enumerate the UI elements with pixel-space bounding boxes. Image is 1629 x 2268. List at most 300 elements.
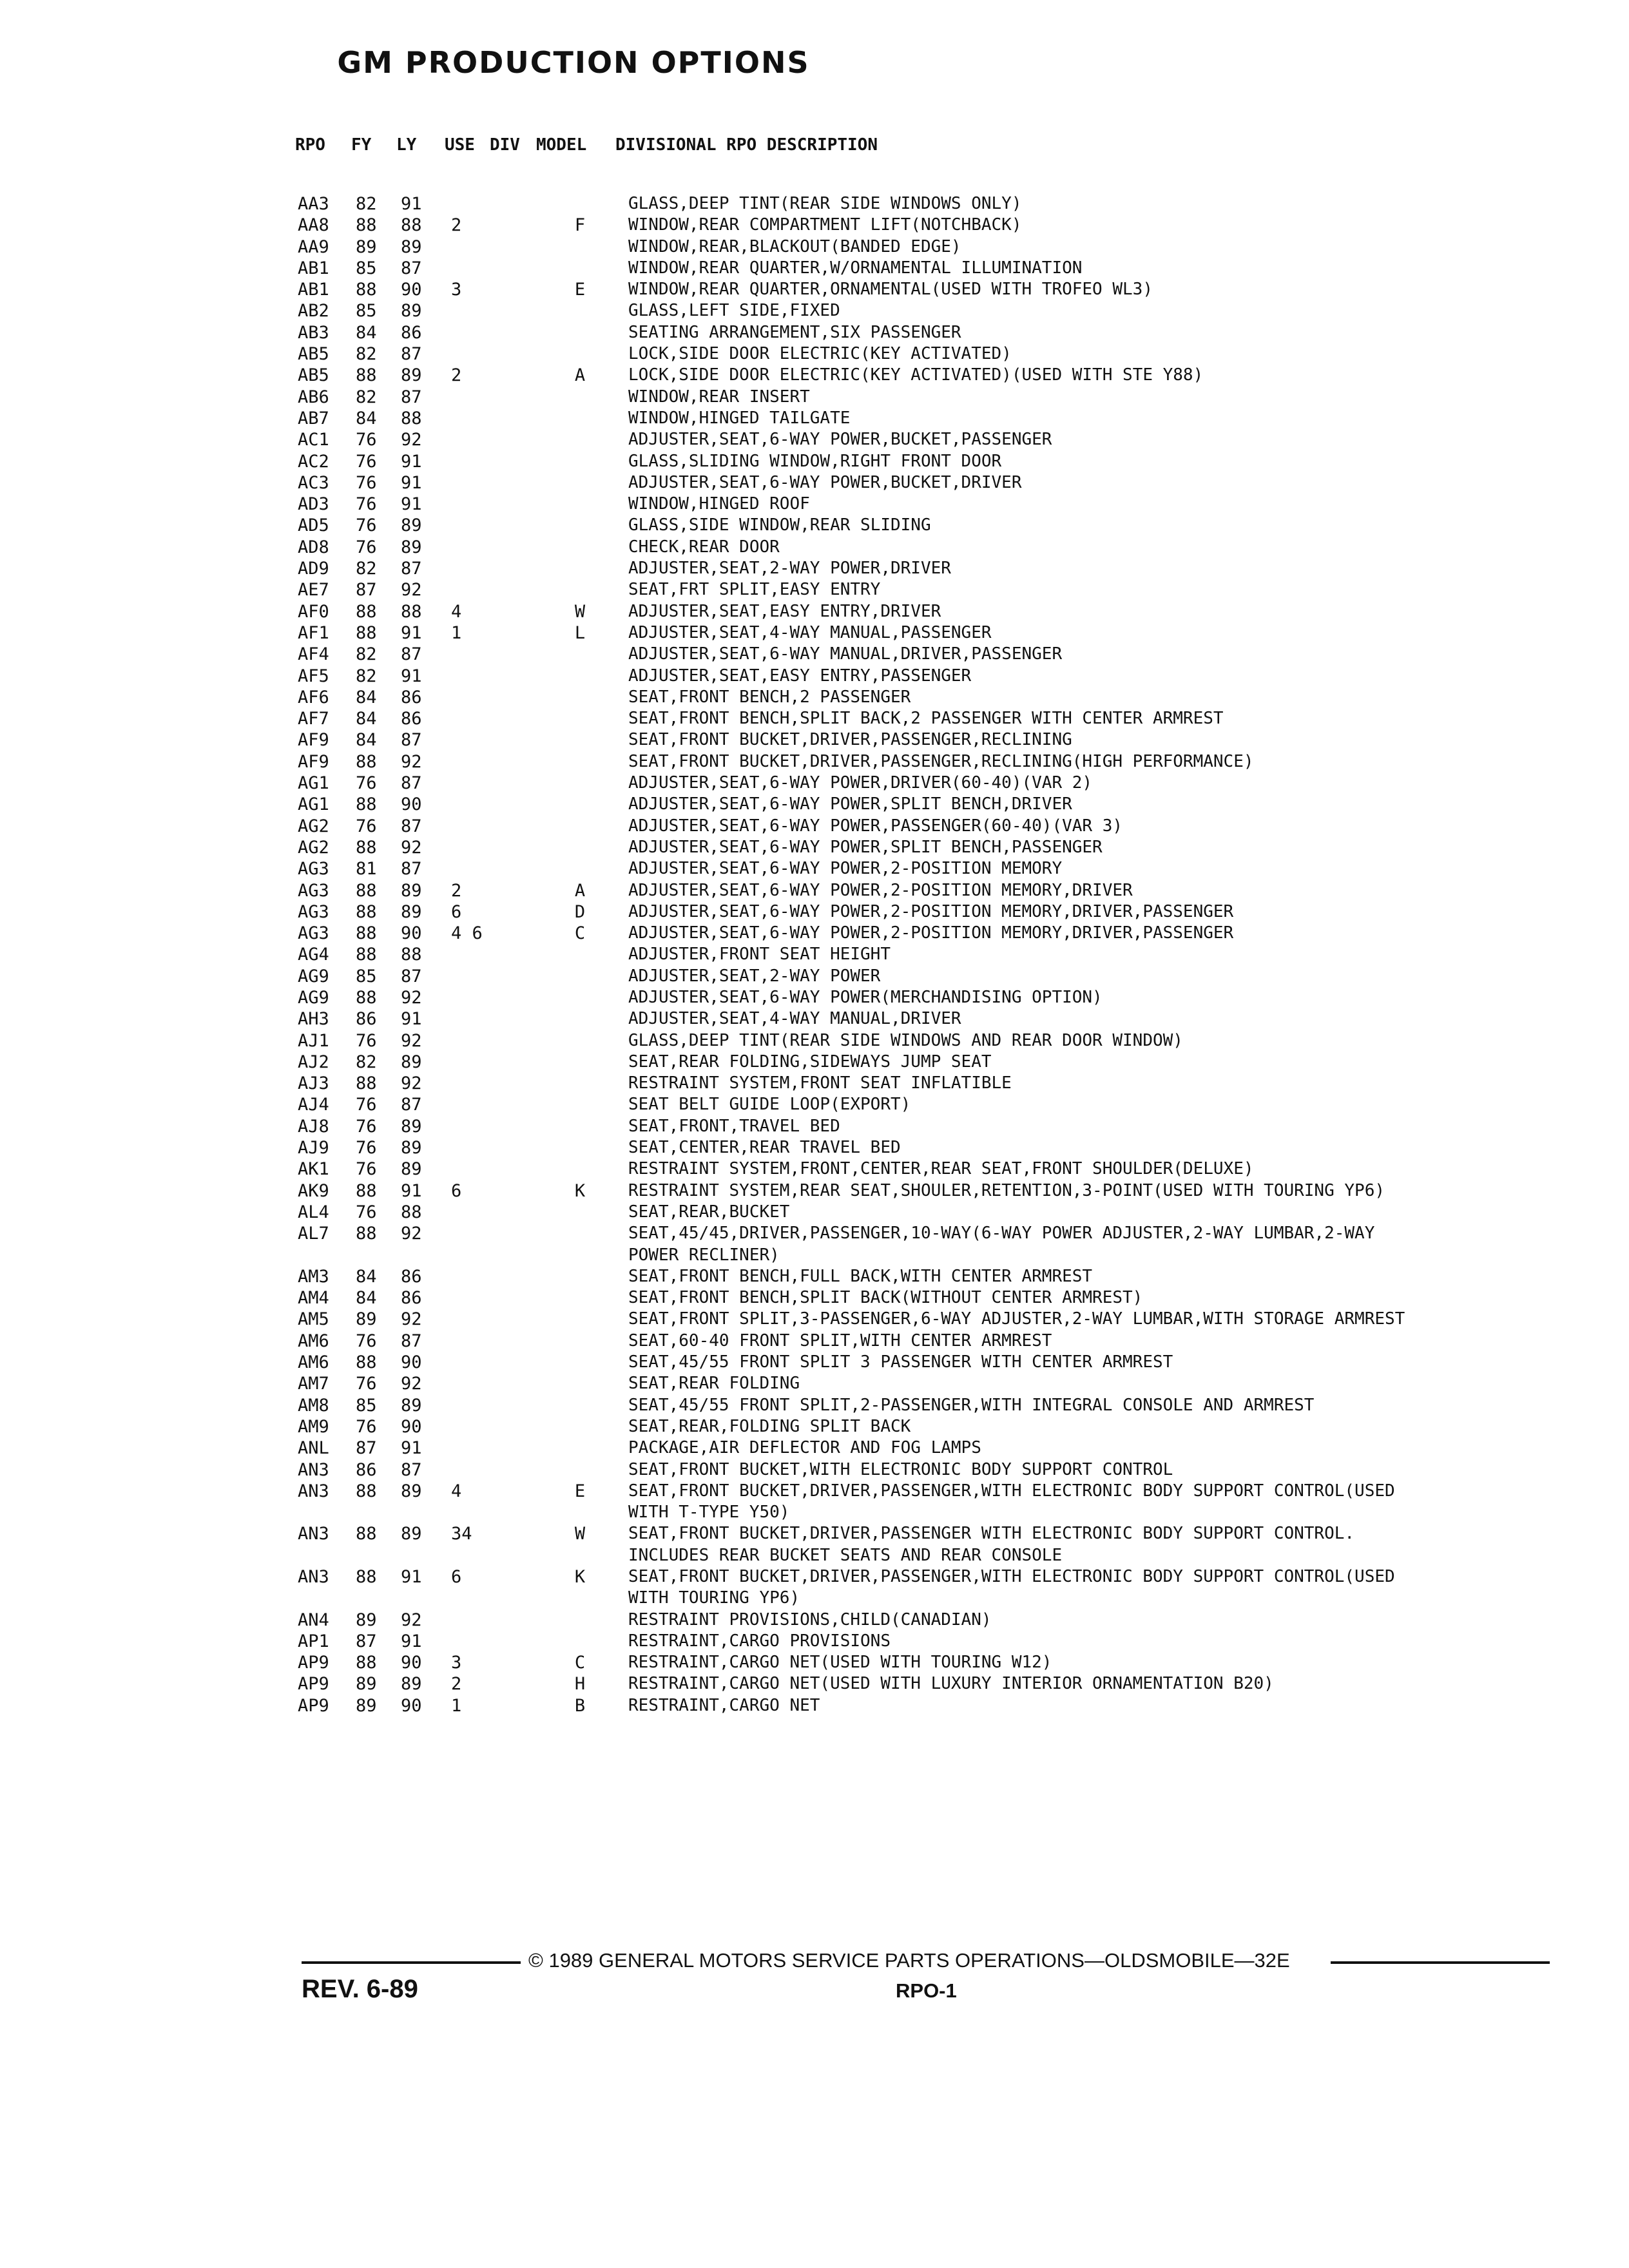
cell-desc: SEAT,FRONT BUCKET,DRIVER,PASSENGER,WITH ELECTRONIC BODY SUPPORT CONTROL(USED [628,1481,1395,1501]
cell-rpo: AP9 [298,1653,329,1673]
cell-fy: 86 [356,1459,377,1480]
cell-rpo: AP9 [298,1674,329,1695]
cell-rpo: AL7 [298,1224,329,1244]
cell-rpo: AF1 [298,622,329,643]
cell-desc: ADJUSTER,SEAT,EASY ENTRY,DRIVER [628,601,941,621]
cell-fy: 84 [356,1266,377,1287]
cell-rpo: ANL [298,1438,329,1459]
cell-ly: 90 [401,1695,422,1716]
cell-desc: GLASS,DEEP TINT(REAR SIDE WINDOWS AND REAR DOOR WINDOW) [628,1030,1183,1050]
cell-rpo: AM8 [298,1395,329,1416]
cell-fy: 84 [356,322,377,343]
cell-ly: 87 [401,258,422,278]
header-rpo: RPO [295,135,325,155]
cell-desc: SEAT,45/45,DRIVER,PASSENGER,10-WAY(6-WAY POWER ADJUSTER,2-WAY LUMBAR,2-WAY [628,1224,1375,1244]
cell-desc: RESTRAINT PROVISIONS,CHILD(CANADIAN) [628,1610,992,1629]
cell-model: E [574,1481,586,1501]
table-row [0,193,1629,215]
cell-fy: 82 [356,387,377,407]
table-row [0,622,1629,644]
cell-rpo: AB7 [298,408,329,428]
table-row [0,751,1629,773]
cell-desc: INCLUDES REAR BUCKET SEATS AND REAR CONSOLE [628,1545,1063,1565]
cell-ly: 89 [401,1159,422,1180]
cell-model: K [574,1180,586,1201]
cell-fy: 76 [356,1202,377,1222]
cell-model: C [574,923,586,944]
cell-fy: 76 [356,1416,377,1437]
cell-desc: PACKAGE,AIR DEFLECTOR AND FOG LAMPS [628,1438,981,1458]
cell-ly: 86 [401,687,422,707]
cell-fy: 88 [356,1224,377,1244]
cell-fy: 82 [356,344,377,365]
table-row [0,1052,1629,1073]
cell-fy: 87 [356,1438,377,1459]
table-row [0,923,1629,944]
cell-desc: SEAT,45/55 FRONT SPLIT,2-PASSENGER,WITH INTEGRAL CONSOLE AND ARMREST [628,1395,1315,1415]
table-row [0,215,1629,236]
cell-rpo: AN3 [298,1567,329,1587]
table-row [0,579,1629,601]
cell-fy: 82 [356,666,377,686]
cell-ly: 91 [401,1438,422,1459]
cell-ly: 89 [401,236,422,257]
cell-ly: 91 [401,1009,422,1030]
cell-rpo: AF6 [298,687,329,707]
table-row [0,322,1629,343]
cell-model: C [574,1653,586,1673]
cell-fy: 88 [356,1180,377,1201]
cell-model: L [574,622,586,643]
cell-desc: RESTRAINT,CARGO PROVISIONS [628,1631,891,1651]
cell-desc: ADJUSTER,SEAT,2-WAY POWER [628,966,881,986]
table-row [0,1137,1629,1158]
cell-desc: SEAT,FRONT BUCKET,WITH ELECTRONIC BODY SUPPORT CONTROL [628,1459,1173,1479]
cell-desc: SEAT,FRONT,TRAVEL BED [628,1116,840,1136]
table-row [0,1566,1629,1588]
header-div: DIV [490,135,520,155]
cell-rpo: AM6 [298,1331,329,1351]
cell-fy: 85 [356,1395,377,1416]
table-row [0,1352,1629,1373]
cell-rpo: AG3 [298,880,329,901]
cell-fy: 76 [356,816,377,836]
cell-fy: 88 [356,837,377,858]
table-row [0,258,1629,279]
cell-rpo: AF4 [298,644,329,665]
cell-fy: 88 [356,880,377,901]
cell-ly: 91 [401,666,422,686]
cell-ly: 87 [401,966,422,986]
table-row [0,1416,1629,1437]
cell-ly: 92 [401,837,422,858]
cell-rpo: AJ2 [298,1052,329,1072]
header-description: DIVISIONAL RPO DESCRIPTION [615,135,878,155]
cell-desc: GLASS,SLIDING WINDOW,RIGHT FRONT DOOR [628,451,1002,471]
cell-ly: 86 [401,322,422,343]
cell-ly: 92 [401,1309,422,1330]
cell-fy: 88 [356,923,377,944]
cell-rpo: AG9 [298,987,329,1008]
table-row [0,343,1629,365]
cell-fy: 89 [356,1674,377,1695]
cell-fy: 84 [356,687,377,707]
cell-rpo: AJ9 [298,1138,329,1158]
cell-use: 4 [451,601,462,622]
cell-ly: 89 [401,1052,422,1072]
cell-use: 3 [451,1653,462,1673]
cell-use: 6 [451,1180,462,1201]
cell-use: 3 [451,280,462,300]
cell-desc: GLASS,DEEP TINT(REAR SIDE WINDOWS ONLY) [628,194,1022,213]
table-row [0,1309,1629,1330]
cell-desc: SEAT,60-40 FRONT SPLIT,WITH CENTER ARMREST [628,1331,1052,1350]
table-row [0,966,1629,987]
cell-use: 2 [451,1674,462,1695]
cell-desc: ADJUSTER,SEAT,6-WAY POWER,DRIVER(60-40)(VAR 2) [628,773,1093,793]
cell-rpo: AE7 [298,580,329,601]
cell-ly: 92 [401,1224,422,1244]
cell-ly: 89 [401,515,422,536]
cell-desc: LOCK,SIDE DOOR ELECTRIC(KEY ACTIVATED) [628,344,1012,364]
cell-ly: 91 [401,1567,422,1587]
cell-model: H [574,1674,586,1695]
table-row [0,687,1629,708]
cell-desc: WINDOW,REAR,BLACKOUT(BANDED EDGE) [628,236,961,256]
table-row [0,1523,1629,1544]
cell-fy: 88 [356,280,377,300]
table-row [0,408,1629,429]
footer-rule-right [1331,1961,1550,1964]
options-table [0,193,1629,1716]
cell-use: 34 [451,1524,472,1544]
footer-rule-left [302,1961,521,1964]
table-row [0,1116,1629,1137]
cell-ly: 90 [401,1352,422,1373]
cell-ly: 89 [401,365,422,386]
cell-desc: ADJUSTER,SEAT,6-WAY POWER,SPLIT BENCH,PASSENGER [628,837,1103,857]
cell-rpo: AC3 [298,472,329,493]
cell-rpo: AA8 [298,215,329,236]
cell-ly: 86 [401,1288,422,1309]
cell-desc: SEAT BELT GUIDE LOOP(EXPORT) [628,1095,911,1115]
table-row [0,601,1629,622]
table-row [0,1331,1629,1352]
cell-ly: 88 [401,408,422,428]
cell-rpo: AL4 [298,1202,329,1222]
cell-desc: ADJUSTER,SEAT,6-WAY POWER,2-POSITION MEMORY,DRIVER [628,880,1133,900]
cell-fy: 88 [356,1524,377,1544]
cell-ly: 90 [401,794,422,815]
page-number: RPO-1 [896,1979,957,2002]
cell-rpo: AN3 [298,1481,329,1501]
cell-ly: 91 [401,472,422,493]
cell-desc: WINDOW,HINGED TAILGATE [628,408,851,428]
cell-desc: RESTRAINT SYSTEM,REAR SEAT,SHOULER,RETENTION,3-POINT(USED WITH TOURING YP6) [628,1180,1385,1200]
cell-desc: ADJUSTER,SEAT,6-WAY POWER,BUCKET,DRIVER [628,472,1022,492]
cell-rpo: AF9 [298,730,329,751]
cell-fy: 88 [356,945,377,965]
cell-fy: 88 [356,987,377,1008]
cell-fy: 84 [356,1288,377,1309]
cell-ly: 87 [401,1095,422,1115]
cell-fy: 87 [356,1631,377,1651]
cell-fy: 88 [356,365,377,386]
table-row [0,794,1629,815]
cell-rpo: AB3 [298,322,329,343]
table-row [0,236,1629,258]
cell-rpo: AH3 [298,1009,329,1030]
table-row [0,1180,1629,1202]
cell-ly: 87 [401,1331,422,1351]
cell-fy: 88 [356,901,377,922]
cell-fy: 76 [356,1116,377,1137]
cell-use: 2 [451,880,462,901]
cell-rpo: AM5 [298,1309,329,1330]
cell-desc: SEAT,FRONT BENCH,2 PASSENGER [628,687,911,707]
cell-fy: 88 [356,1481,377,1501]
cell-model: W [574,1524,586,1544]
cell-use: 6 [451,1567,462,1587]
cell-rpo: AK1 [298,1159,329,1180]
cell-fy: 82 [356,1052,377,1072]
cell-ly: 92 [401,1610,422,1630]
cell-model: K [574,1567,586,1587]
cell-fy: 84 [356,730,377,751]
cell-desc: SEAT,FRONT BENCH,SPLIT BACK(WITHOUT CENTER ARMREST) [628,1288,1143,1308]
cell-desc: ADJUSTER,SEAT,4-WAY MANUAL,DRIVER [628,1009,961,1029]
cell-ly: 89 [401,1481,422,1501]
table-row [0,1652,1629,1673]
cell-ly: 89 [401,301,422,322]
cell-model: D [574,901,586,922]
cell-fy: 89 [356,1610,377,1630]
table-row [0,901,1629,923]
cell-rpo: AF9 [298,751,329,772]
cell-desc: WINDOW,REAR INSERT [628,387,810,407]
cell-model: E [574,280,586,300]
cell-fy: 84 [356,709,377,729]
cell-fy: 88 [356,1653,377,1673]
cell-ly: 91 [401,1631,422,1651]
table-row [0,1266,1629,1287]
cell-ly: 92 [401,430,422,450]
cell-rpo: AM7 [298,1374,329,1394]
cell-fy: 89 [356,1309,377,1330]
cell-rpo: AB2 [298,301,329,322]
cell-fy: 88 [356,751,377,772]
cell-desc: SEAT,FRONT BUCKET,DRIVER,PASSENGER WITH ELECTRONIC BODY SUPPORT CONTROL. [628,1524,1355,1544]
table-row [0,1158,1629,1180]
cell-rpo: AM4 [298,1288,329,1309]
cell-ly: 89 [401,1116,422,1137]
cell-rpo: AA3 [298,194,329,214]
table-row [0,1395,1629,1416]
table-row [0,1287,1629,1309]
table-row [0,1631,1629,1652]
cell-ly: 91 [401,451,422,472]
cell-ly: 89 [401,901,422,922]
table-row [0,773,1629,794]
cell-ly: 91 [401,494,422,515]
cell-desc: ADJUSTER,SEAT,2-WAY POWER,DRIVER [628,559,951,579]
cell-ly: 90 [401,1416,422,1437]
table-row [0,300,1629,322]
cell-desc: RESTRAINT SYSTEM,FRONT,CENTER,REAR SEAT,FRONT SHOULDER(DELUXE) [628,1159,1254,1179]
cell-fy: 85 [356,258,377,278]
cell-fy: 82 [356,559,377,579]
revision-label: REV. 6-89 [302,1975,418,2003]
cell-fy: 76 [356,1159,377,1180]
cell-fy: 88 [356,601,377,622]
cell-rpo: AM3 [298,1266,329,1287]
cell-desc: ADJUSTER,SEAT,6-WAY POWER,PASSENGER(60-40)(VAR 3) [628,816,1123,836]
cell-desc: RESTRAINT,CARGO NET(USED WITH LUXURY INTERIOR ORNAMENTATION B20) [628,1674,1274,1694]
cell-rpo: AD8 [298,537,329,557]
table-row [0,1202,1629,1223]
cell-desc: RESTRAINT,CARGO NET(USED WITH TOURING W12) [628,1653,1052,1673]
cell-use: 6 [451,901,462,922]
cell-rpo: AF5 [298,666,329,686]
cell-rpo: AB5 [298,344,329,365]
cell-ly: 88 [401,215,422,236]
cell-rpo: AC1 [298,430,329,450]
cell-rpo: AJ8 [298,1116,329,1137]
cell-desc: RESTRAINT,CARGO NET [628,1695,820,1715]
table-row [0,1673,1629,1695]
cell-ly: 88 [401,601,422,622]
cell-desc: LOCK,SIDE DOOR ELECTRIC(KEY ACTIVATED)(USED WITH STE Y88) [628,365,1204,385]
cell-rpo: AG1 [298,773,329,794]
cell-desc: SEAT,45/55 FRONT SPLIT 3 PASSENGER WITH CENTER ARMREST [628,1352,1173,1372]
cell-rpo: AB6 [298,387,329,407]
cell-ly: 91 [401,1180,422,1201]
table-row [0,729,1629,751]
cell-ly: 92 [401,751,422,772]
header-use: USE [445,135,475,155]
cell-desc: ADJUSTER,SEAT,4-WAY MANUAL,PASSENGER [628,622,992,642]
cell-use: 4 6 [451,923,483,944]
cell-rpo: AB1 [298,258,329,278]
table-row [0,666,1629,687]
footer-copyright: © 1989 GENERAL MOTORS SERVICE PARTS OPERATIONS—OLDSMOBILE—32E [528,1949,1290,1972]
table-row [0,451,1629,472]
cell-use: 1 [451,1695,462,1716]
cell-ly: 89 [401,1138,422,1158]
cell-ly: 88 [401,945,422,965]
header-model: MODEL [536,135,587,155]
cell-ly: 89 [401,880,422,901]
table-row [0,1008,1629,1030]
cell-desc: RESTRAINT SYSTEM,FRONT SEAT INFLATIBLE [628,1073,1012,1093]
page-title: GM PRODUCTION OPTIONS [337,45,810,80]
table-row [0,472,1629,494]
cell-ly: 87 [401,859,422,879]
cell-ly: 89 [401,1524,422,1544]
cell-rpo: AK9 [298,1180,329,1201]
cell-fy: 85 [356,966,377,986]
table-row [0,987,1629,1008]
cell-desc: ADJUSTER,SEAT,EASY ENTRY,PASSENGER [628,666,972,686]
cell-rpo: AD5 [298,515,329,536]
cell-fy: 88 [356,215,377,236]
table-row [0,816,1629,837]
table-row [0,1545,1629,1566]
table-row [0,1588,1629,1609]
cell-fy: 86 [356,1009,377,1030]
cell-rpo: AB5 [298,365,329,386]
table-row [0,644,1629,665]
cell-ly: 87 [401,344,422,365]
cell-ly: 91 [401,194,422,214]
cell-rpo: AG4 [298,945,329,965]
cell-fy: 76 [356,430,377,450]
cell-fy: 88 [356,1073,377,1094]
table-row [0,1094,1629,1115]
cell-fy: 76 [356,472,377,493]
cell-desc: ADJUSTER,FRONT SEAT HEIGHT [628,945,891,965]
cell-rpo: AJ3 [298,1073,329,1094]
cell-rpo: AP9 [298,1695,329,1716]
cell-fy: 88 [356,794,377,815]
cell-rpo: AM6 [298,1352,329,1373]
cell-ly: 87 [401,387,422,407]
cell-ly: 86 [401,709,422,729]
cell-desc: SEAT,REAR FOLDING [628,1374,800,1394]
cell-desc: ADJUSTER,SEAT,6-WAY POWER,2-POSITION MEMORY [628,859,1063,879]
cell-rpo: AF0 [298,601,329,622]
header-ly: LY [396,135,417,155]
cell-desc: ADJUSTER,SEAT,6-WAY POWER,2-POSITION MEMORY,DRIVER,PASSENGER [628,923,1234,943]
table-row [0,1481,1629,1502]
cell-ly: 91 [401,622,422,643]
cell-rpo: AD3 [298,494,329,515]
cell-ly: 87 [401,773,422,794]
cell-rpo: AD9 [298,559,329,579]
table-row [0,387,1629,408]
cell-fy: 76 [356,1331,377,1351]
cell-fy: 76 [356,494,377,515]
table-row [0,1610,1629,1631]
cell-desc: WITH TOURING YP6) [628,1588,800,1608]
table-row [0,880,1629,901]
table-row [0,1695,1629,1716]
cell-use: 4 [451,1481,462,1501]
cell-desc: SEAT,REAR FOLDING,SIDEWAYS JUMP SEAT [628,1052,992,1072]
cell-rpo: AC2 [298,451,329,472]
table-row [0,1459,1629,1481]
table-row [0,944,1629,965]
cell-desc: GLASS,SIDE WINDOW,REAR SLIDING [628,515,931,535]
cell-model: A [574,365,586,386]
cell-desc: SEAT,FRONT BENCH,SPLIT BACK,2 PASSENGER WITH CENTER ARMREST [628,709,1224,729]
cell-desc: SEAT,CENTER,REAR TRAVEL BED [628,1138,901,1158]
cell-desc: WINDOW,HINGED ROOF [628,494,810,514]
cell-fy: 76 [356,515,377,536]
cell-rpo: AM9 [298,1416,329,1437]
table-row [0,1030,1629,1052]
cell-use: 1 [451,622,462,643]
cell-ly: 87 [401,644,422,665]
cell-desc: WINDOW,REAR QUARTER,ORNAMENTAL(USED WITH TROFEO WL3) [628,280,1153,300]
cell-desc: SEAT,REAR,BUCKET [628,1202,790,1222]
cell-rpo: AF7 [298,709,329,729]
cell-model: B [574,1695,586,1716]
cell-ly: 92 [401,987,422,1008]
cell-rpo: AG2 [298,837,329,858]
cell-ly: 86 [401,1266,422,1287]
cell-ly: 87 [401,816,422,836]
